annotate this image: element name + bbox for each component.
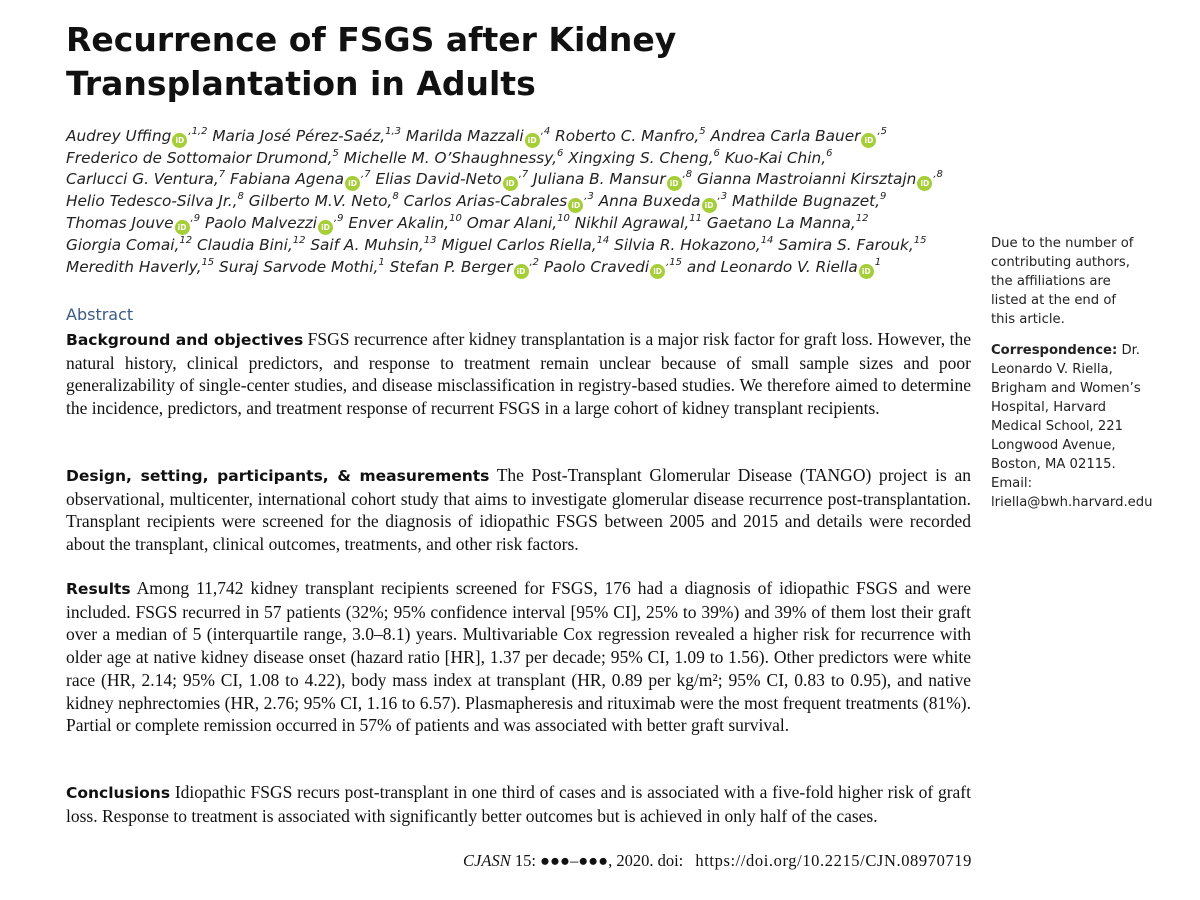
author-name: Mathilde Bugnazet, (731, 192, 880, 211)
abstract-conclusions (66, 781, 971, 827)
affiliation-number: 12 (179, 235, 193, 247)
author-line (66, 169, 996, 191)
journal-name: CJASN (463, 851, 511, 870)
background-text: FSGS recurrence after kidney transplantation is a major risk factor for graft loss. However, the natural history, clinical predictors, and response to treatment remain unclear because of small sample sizes and poor generalizability of single-center studies, and disease misclassification in registry-based studies. We therefore aimed to determine the incidence, predictors, and treatment response of recurrent FSGS in a large cohort of kidney transplant recipients. (66, 329, 972, 419)
author-entry (555, 127, 706, 145)
affiliation-number: 15 (201, 256, 215, 268)
author-line (66, 191, 996, 213)
author-line (66, 148, 996, 169)
author-entry (66, 258, 214, 276)
author-name: Omar Alani, (466, 214, 558, 233)
affiliation-note: Due to the number of contributing authors, the affiliations are listed at the end of this article. (991, 236, 1134, 327)
author-entry (66, 170, 225, 188)
orcid-icon[interactable]: iD (702, 198, 717, 213)
affiliation-number: 11 (689, 213, 702, 225)
author-name: Frederico de Sottomaior Drumond, (66, 149, 333, 167)
affiliation-number: 7 (218, 169, 226, 181)
author-name: Miguel Carlos Riella, (441, 236, 597, 255)
author-name: Enver Akalin, (348, 214, 450, 233)
author-name: Marilda Mazzali (405, 127, 524, 145)
affiliation-number: 15 (913, 235, 927, 247)
affiliation-number: 8 (237, 191, 244, 203)
affiliation-number: ,5 (877, 125, 887, 137)
author-name: Paolo Malvezzi (204, 214, 317, 233)
orcid-icon[interactable]: iD (514, 264, 529, 279)
author-entry (375, 170, 528, 188)
author-name: Juliana B. Mansur (533, 170, 666, 189)
abstract-design (66, 464, 971, 556)
author-entry (66, 192, 244, 210)
author-name: Andrea Carla Bauer (710, 127, 861, 145)
author-line (66, 126, 996, 148)
author-entry (66, 149, 339, 167)
design-label: Design, setting, participants, & measurements (66, 467, 490, 485)
citation-pages: ●●●–●●●, (540, 851, 613, 870)
correspondence-text: Dr. Leonardo V. Riella, Brigham and Women’s Hospital, Harvard Medical School, 221 Longwood Avenue, Boston, MA 02115. Email: lriella@bwh.harvard.edu (991, 343, 1153, 510)
orcid-icon[interactable]: iD (917, 176, 932, 191)
author-name: Xingxing S. Cheng, (568, 149, 714, 167)
author-name: and Leonardo V. Riella (686, 257, 858, 276)
author-entry (66, 236, 192, 254)
affiliation-number: 1 (378, 256, 385, 268)
orcid-icon[interactable]: iD (503, 176, 518, 191)
author-name: Gianna Mastroianni Kirsztajn (697, 170, 917, 189)
background-label: Background and objectives (66, 331, 304, 349)
affiliation-number: ,9 (190, 213, 201, 225)
author-entry (614, 236, 773, 254)
author-entry (212, 127, 401, 145)
affiliation-number: 5 (699, 125, 706, 137)
author-entry (230, 170, 371, 188)
author-line (66, 235, 996, 256)
author-entry (687, 258, 881, 276)
author-entry (390, 258, 539, 276)
affiliation-number: 14 (596, 235, 610, 247)
author-entry (348, 214, 461, 232)
author-entry (219, 258, 385, 276)
author-entry (197, 236, 305, 254)
affiliation-number: 6 (557, 147, 564, 159)
affiliation-number: ,3 (717, 191, 728, 203)
author-entry (66, 127, 207, 145)
author-name: Stefan P. Berger (389, 257, 513, 276)
author-entry (467, 214, 570, 232)
author-entry (599, 192, 727, 210)
orcid-icon[interactable]: iD (859, 264, 874, 279)
results-label: Results (66, 580, 131, 598)
affiliation-number: 6 (826, 147, 833, 159)
author-name: Gilberto M.V. Neto, (248, 192, 393, 211)
author-name: Claudia Bini, (196, 236, 293, 255)
author-entry (732, 192, 886, 210)
affiliation-number: 12 (292, 235, 306, 247)
author-line (66, 257, 996, 279)
author-name: Gaetano La Manna, (706, 214, 856, 233)
author-name: Carlos Arias-Cabrales (403, 192, 568, 211)
author-entry (544, 258, 682, 276)
author-entry (441, 236, 609, 254)
author-name: Helio Tedesco-Silva Jr., (66, 192, 238, 211)
abstract-background (66, 328, 971, 420)
affiliation-number: ,7 (361, 169, 371, 181)
author-name: Anna Buxeda (598, 192, 701, 211)
abstract-heading: Abstract (66, 305, 134, 324)
affiliation-number: 8 (392, 191, 399, 203)
author-entry (406, 127, 550, 145)
orcid-icon[interactable]: iD (667, 176, 682, 191)
author-name: Meredith Haverly, (66, 257, 202, 276)
affiliation-number: 9 (879, 191, 887, 203)
author-entry (310, 236, 436, 254)
affiliation-number: ,3 (584, 191, 594, 203)
affiliation-number: ,15 (666, 256, 683, 268)
orcid-icon[interactable]: iD (568, 198, 583, 213)
results-text: Among 11,742 kidney transplant recipients screened for FSGS, 176 had a diagnosis of idiopathic FSGS and were included. FSGS recurred in 57 patients (32%; 95% confidence interval [95% CI], 25% to 39%) and 39% of them lost their graft over a median of 5 (interquartile range, 3.0–8.1) years. Multivariable Cox regression revealed a higher risk for recurrence with older age at native kidney disease onset (hazard ratio [HR], 1.37 per decade; 95% CI, 1.09 to 1.56). Other predictors were white race (HR, 2.14; 95% CI, 1.08 to 4.22), body mass index at transplant (HR, 0.89 per kg/m²; 95% CI, 0.83 to 0.95), and native kidney nephrectomies (HR, 2.76; 95% CI, 1.16 to 6.57). Plasmapheresis and rituximab were the most frequent treatments (81%). Partial or complete remission occurred in 57% of patients and was associated with better graft survival. (66, 578, 971, 736)
orcid-icon[interactable]: iD (345, 176, 360, 191)
doi-label: doi: (657, 851, 684, 870)
author-entry (249, 192, 399, 210)
sidebar-notes (991, 234, 1153, 524)
author-entry (711, 127, 887, 145)
affiliation-number: 1 (874, 256, 882, 268)
author-entry (205, 214, 344, 232)
author-name: Nikhil Agrawal, (574, 214, 690, 233)
author-name: Saif A. Muhsin, (310, 236, 424, 255)
doi-link[interactable]: https://doi.org/10.2215/CJN.08970719 (695, 851, 972, 870)
affiliation-number: 10 (557, 213, 570, 225)
author-entry (725, 149, 833, 167)
affiliation-number: 5 (332, 147, 339, 159)
author-list (66, 126, 996, 279)
abstract-results (66, 577, 971, 737)
article-title: Recurrence of FSGS after Kidney Transplantation in Adults (66, 20, 677, 103)
affiliation-number: 12 (855, 213, 869, 225)
author-name: Carlucci G. Ventura, (66, 170, 219, 189)
design-text: The Post-Transplant Glomerular Disease (TANGO) project is an observational, multicenter, international cohort study that aims to investigate glomerular disease recurrence post-transplantation. Transplant recipients were screened for the diagnosis of idiopathic FSGS between 2005 and 2015 and details were recorded about the transplant, clinical outcomes, treatments, and other risk factors. (66, 465, 971, 555)
author-name: Elias David-Neto (375, 170, 502, 189)
author-entry (697, 170, 943, 188)
author-entry (344, 149, 564, 167)
author-entry (575, 214, 702, 232)
affiliation-number: ,7 (518, 169, 529, 181)
conclusions-text: Idiopathic FSGS recurs post-transplant in one third of cases and is associated with a five-fold higher risk of graft loss. Response to treatment is associated with significantly better outcomes but is achieved in only half of the cases. (66, 782, 971, 826)
author-name: Paolo Cravedi (543, 257, 650, 276)
affiliation-number: ,2 (529, 256, 540, 268)
orcid-icon[interactable]: iD (318, 220, 333, 235)
orcid-icon[interactable]: iD (175, 220, 190, 235)
author-name: Maria José Pérez-Saéz, (212, 127, 386, 145)
author-entry (707, 214, 869, 232)
author-entry (66, 214, 200, 232)
author-name: Samira S. Farouk, (778, 236, 914, 255)
author-name: Thomas Jouve (66, 214, 174, 233)
affiliation-number: ,9 (334, 213, 344, 225)
affiliation-number: ,8 (682, 169, 693, 181)
author-name: Fabiana Agena (229, 170, 345, 189)
author-entry (778, 236, 926, 254)
affiliation-number: 6 (713, 147, 720, 159)
author-name: Roberto C. Manfro, (555, 127, 700, 145)
author-name: Kuo-Kai Chin, (724, 149, 827, 167)
orcid-icon[interactable]: iD (861, 133, 876, 148)
affiliation-number: 14 (760, 235, 774, 247)
correspondence-label: Correspondence: (991, 343, 1118, 358)
affiliation-number: 10 (449, 213, 462, 225)
orcid-icon[interactable]: iD (525, 133, 540, 148)
correspondence-block (991, 341, 1153, 512)
author-name: Silvia R. Hokazono, (614, 236, 761, 255)
affiliation-number: ,1,2 (188, 125, 208, 137)
conclusions-label: Conclusions (66, 784, 171, 802)
orcid-icon[interactable]: iD (172, 133, 187, 148)
author-entry (404, 192, 594, 210)
author-name: Giorgia Comai, (66, 236, 180, 255)
author-name: Michelle M. O’Shaughnessy, (343, 149, 557, 167)
citation-volume: 15: (514, 851, 536, 870)
affiliation-number: ,4 (540, 125, 551, 137)
author-entry (568, 149, 720, 167)
citation-line (463, 851, 972, 871)
citation-year: 2020. (616, 851, 654, 870)
author-name: Suraj Sarvode Mothi, (219, 257, 379, 276)
author-line (66, 213, 996, 235)
affiliation-number: 1,3 (385, 125, 401, 137)
affiliation-number: ,8 (933, 169, 943, 181)
affiliation-number: 13 (423, 235, 437, 247)
orcid-icon[interactable]: iD (650, 264, 665, 279)
author-entry (533, 170, 692, 188)
author-name: Audrey Uffing (66, 127, 172, 145)
